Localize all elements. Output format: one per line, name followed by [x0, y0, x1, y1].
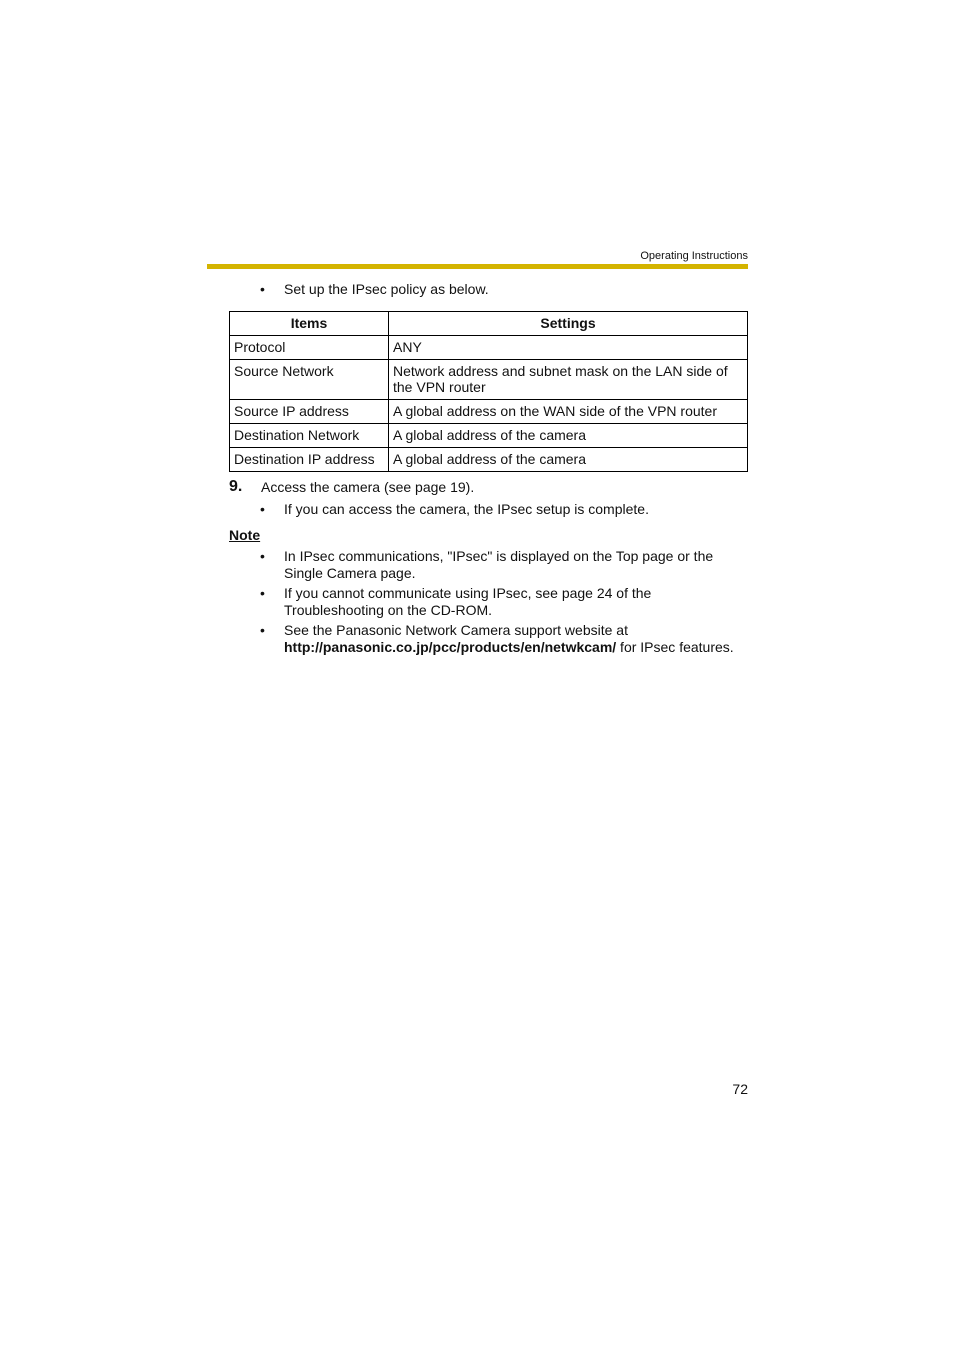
bullet-icon: •: [260, 501, 265, 517]
ipsec-policy-table: [229, 311, 748, 472]
bullet-icon: •: [260, 548, 265, 564]
table-row: [230, 448, 748, 472]
note-item: [260, 622, 750, 656]
table-row: [230, 400, 748, 424]
support-website-link[interactable]: http://panasonic.co.jp/pcc/products/en/netwkcam/: [284, 639, 617, 655]
note-item-text: See the Panasonic Network Camera support website at: [284, 622, 628, 638]
note-item-suffix: for IPsec features.: [616, 639, 734, 655]
table-cell-setting: A global address of the camera: [389, 424, 748, 448]
column-header-items: Items: [230, 312, 389, 336]
step-bullet-text: If you can access the camera, the IPsec setup is complete.: [284, 501, 649, 517]
table-cell-setting: A global address of the camera: [389, 448, 748, 472]
table-row: [230, 336, 748, 360]
page-number: 72: [732, 1081, 748, 1097]
note-item: [260, 585, 750, 619]
table-cell-setting: ANY: [389, 336, 748, 360]
step-text: Access the camera (see page 19).: [261, 479, 475, 495]
bullet-icon: •: [260, 585, 265, 601]
column-header-settings: Settings: [389, 312, 748, 336]
header-rule: [207, 264, 748, 269]
table-header-row: [230, 312, 748, 336]
bullet-icon: •: [260, 281, 265, 297]
intro-bullet-text: Set up the IPsec policy as below.: [284, 281, 489, 297]
bullet-icon: •: [260, 622, 265, 638]
step-number: 9.: [229, 478, 243, 495]
running-header: Operating Instructions: [640, 250, 748, 262]
table-cell-item: Source Network: [230, 360, 389, 400]
note-item-text: In IPsec communications, "IPsec" is displayed on the Top page or the Single Camera page.: [284, 548, 714, 581]
table-row: [230, 424, 748, 448]
table-cell-setting: Network address and subnet mask on the LAN side of the VPN router: [389, 360, 748, 400]
table-cell-setting: A global address on the WAN side of the VPN router: [389, 400, 748, 424]
note-heading: Note: [229, 527, 261, 543]
note-item: [260, 548, 750, 582]
note-item-text: If you cannot communicate using IPsec, see page 24 of the Troubleshooting on the CD-ROM.: [284, 585, 652, 618]
table-row: [230, 360, 748, 400]
table-cell-item: Protocol: [230, 336, 389, 360]
table-cell-item: Destination Network: [230, 424, 389, 448]
table-cell-item: Source IP address: [230, 400, 389, 424]
table-cell-item: Destination IP address: [230, 448, 389, 472]
